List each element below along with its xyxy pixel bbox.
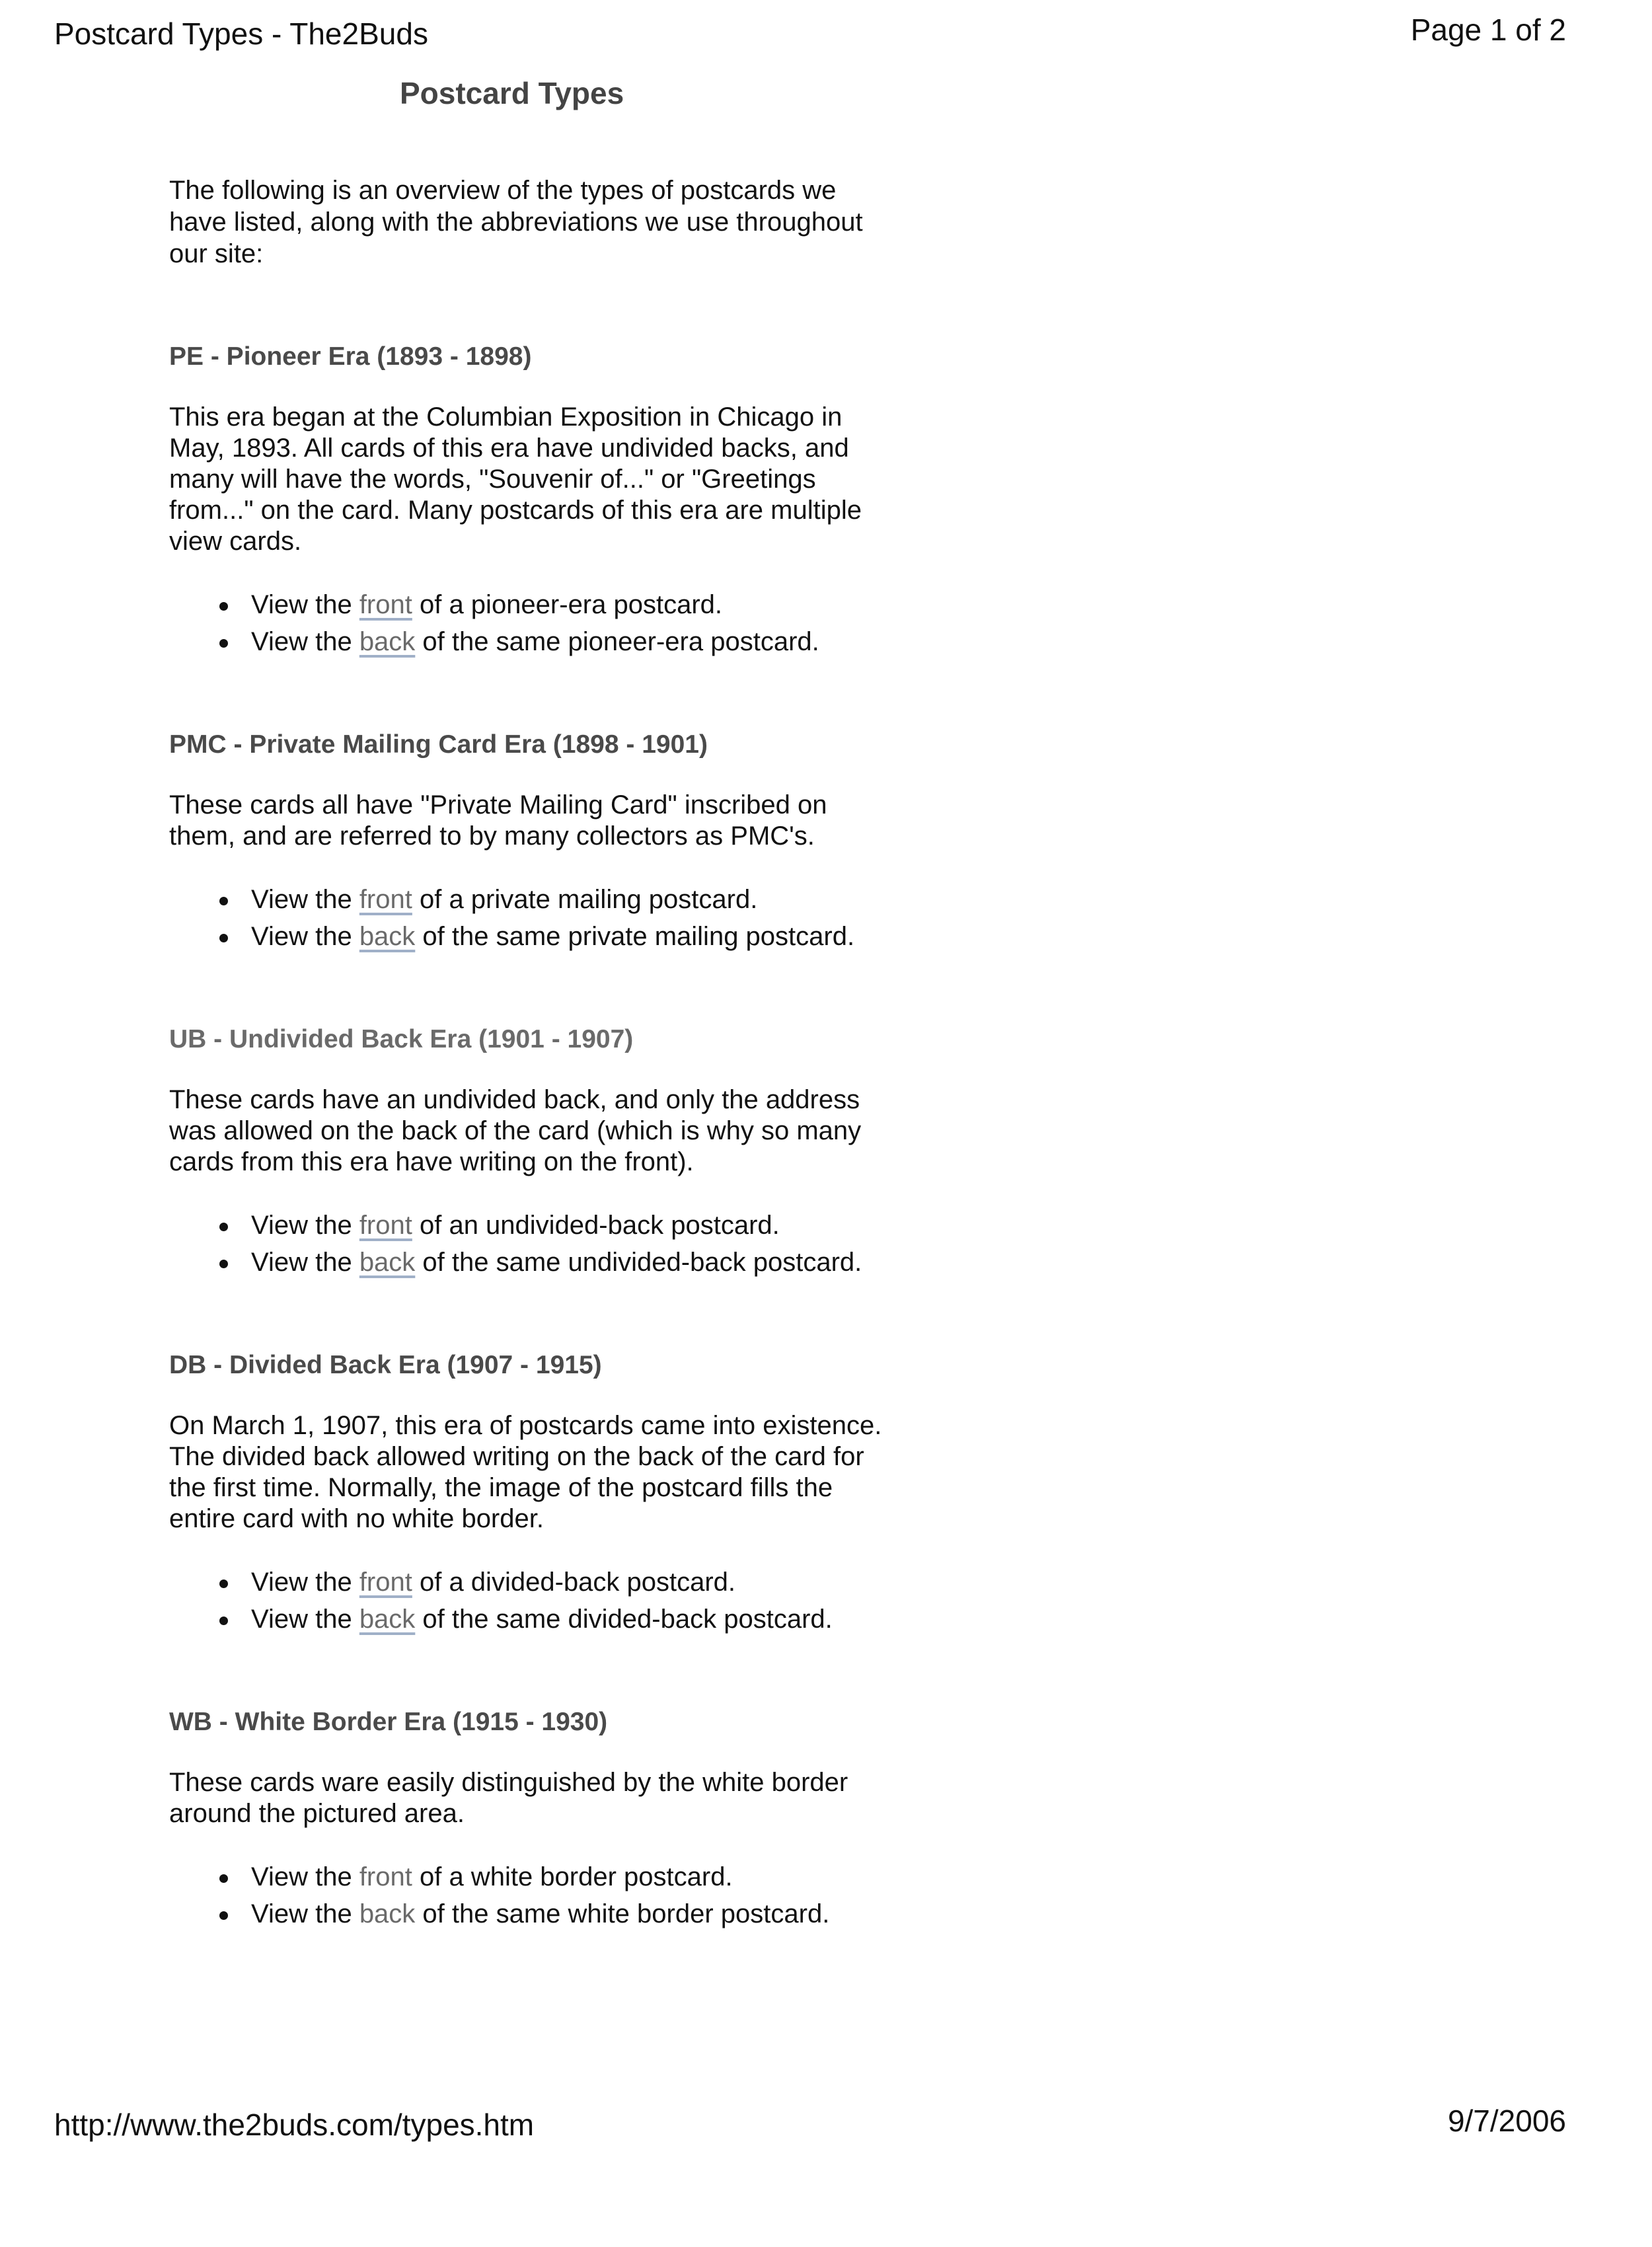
intro-paragraph: The following is an overview of the types of postcards we have listed, along with the abbreviations we use throughout our site:: [169, 176, 863, 268]
section-pioneer-era: [169, 341, 903, 658]
back-link[interactable]: back: [359, 627, 416, 656]
view-links-list: [169, 1861, 912, 1930]
list-item: View the front of an undivided-back postcard.: [251, 1209, 912, 1241]
section-undivided-back-era: [169, 1024, 903, 1278]
bullet-icon: [219, 1260, 228, 1268]
list-item: View the back of the same pioneer-era postcard.: [251, 626, 912, 658]
main-content: [169, 174, 903, 1935]
front-link[interactable]: front: [359, 590, 412, 619]
bullet-icon: [219, 1617, 228, 1625]
section-heading: WB - White Border Era (1915 - 1930): [169, 1708, 608, 1736]
list-item: View the back of the same undivided-back postcard.: [251, 1246, 912, 1278]
back-link[interactable]: back: [359, 922, 416, 951]
view-links-list: [169, 1566, 912, 1635]
print-footer-url: http://www.the2buds.com/types.htm: [54, 2108, 535, 2142]
list-item: View the back of the same private mailing postcard.: [251, 921, 912, 952]
section-heading: PMC - Private Mailing Card Era (1898 - 1901): [169, 730, 708, 759]
section-white-border-era: [169, 1706, 903, 1930]
front-link[interactable]: front: [359, 1211, 412, 1240]
list-item: View the front of a private mailing postcard.: [251, 884, 912, 915]
print-footer-date: 9/7/2006: [1447, 2104, 1566, 2138]
section-body: This era began at the Columbian Exposition in Chicago in May, 1893. All cards of this era have undivided backs, and many will have the words, "Souvenir of..." or "Greetings from..." on the card. Many postcards of this era are multiple view cards.: [169, 402, 862, 556]
bullet-icon: [219, 1874, 228, 1883]
print-header-page-number: Page 1 of 2: [1410, 13, 1566, 47]
front-link[interactable]: front: [359, 885, 412, 914]
view-links-list: [169, 589, 912, 658]
bullet-icon: [219, 934, 228, 942]
bullet-icon: [219, 897, 228, 905]
list-item: View the back of the same divided-back postcard.: [251, 1603, 912, 1635]
section-body: On March 1, 1907, this era of postcards came into existence. The divided back allowed writing on the back of the card for the first time. Normally, the image of the postcard fills the entire card with no white border.: [169, 1411, 882, 1533]
page-title: Postcard Types: [400, 76, 624, 110]
back-link[interactable]: back: [359, 1248, 416, 1277]
view-links-list: [169, 1209, 912, 1278]
bullet-icon: [219, 639, 228, 648]
print-header-title: Postcard Types - The2Buds: [54, 17, 428, 51]
section-body: These cards all have "Private Mailing Card" inscribed on them, and are referred to by many collectors as PMC's.: [169, 790, 827, 851]
bullet-icon: [219, 602, 228, 611]
bullet-icon: [219, 1223, 228, 1231]
list-item: View the back of the same white border postcard.: [251, 1898, 912, 1930]
bullet-icon: [219, 1911, 228, 1920]
section-body: These cards ware easily distinguished by the white border around the pictured area.: [169, 1768, 848, 1828]
back-link[interactable]: back: [359, 1899, 416, 1928]
section-heading: PE - Pioneer Era (1893 - 1898): [169, 342, 532, 371]
list-item: View the front of a white border postcard.: [251, 1861, 912, 1893]
list-item: View the front of a divided-back postcard.: [251, 1566, 912, 1598]
list-item: View the front of a pioneer-era postcard.: [251, 589, 912, 621]
section-divided-back-era: [169, 1350, 903, 1635]
front-link[interactable]: front: [359, 1568, 412, 1597]
section-heading: UB - Undivided Back Era (1901 - 1907): [169, 1025, 634, 1053]
view-links-list: [169, 884, 912, 952]
back-link[interactable]: back: [359, 1605, 416, 1634]
section-heading: DB - Divided Back Era (1907 - 1915): [169, 1351, 602, 1379]
section-private-mailing-card-era: [169, 729, 903, 952]
section-body: These cards have an undivided back, and only the address was allowed on the back of the card (which is why so many cards from this era have writing on the front).: [169, 1085, 862, 1176]
front-link[interactable]: front: [359, 1862, 412, 1891]
bullet-icon: [219, 1580, 228, 1588]
